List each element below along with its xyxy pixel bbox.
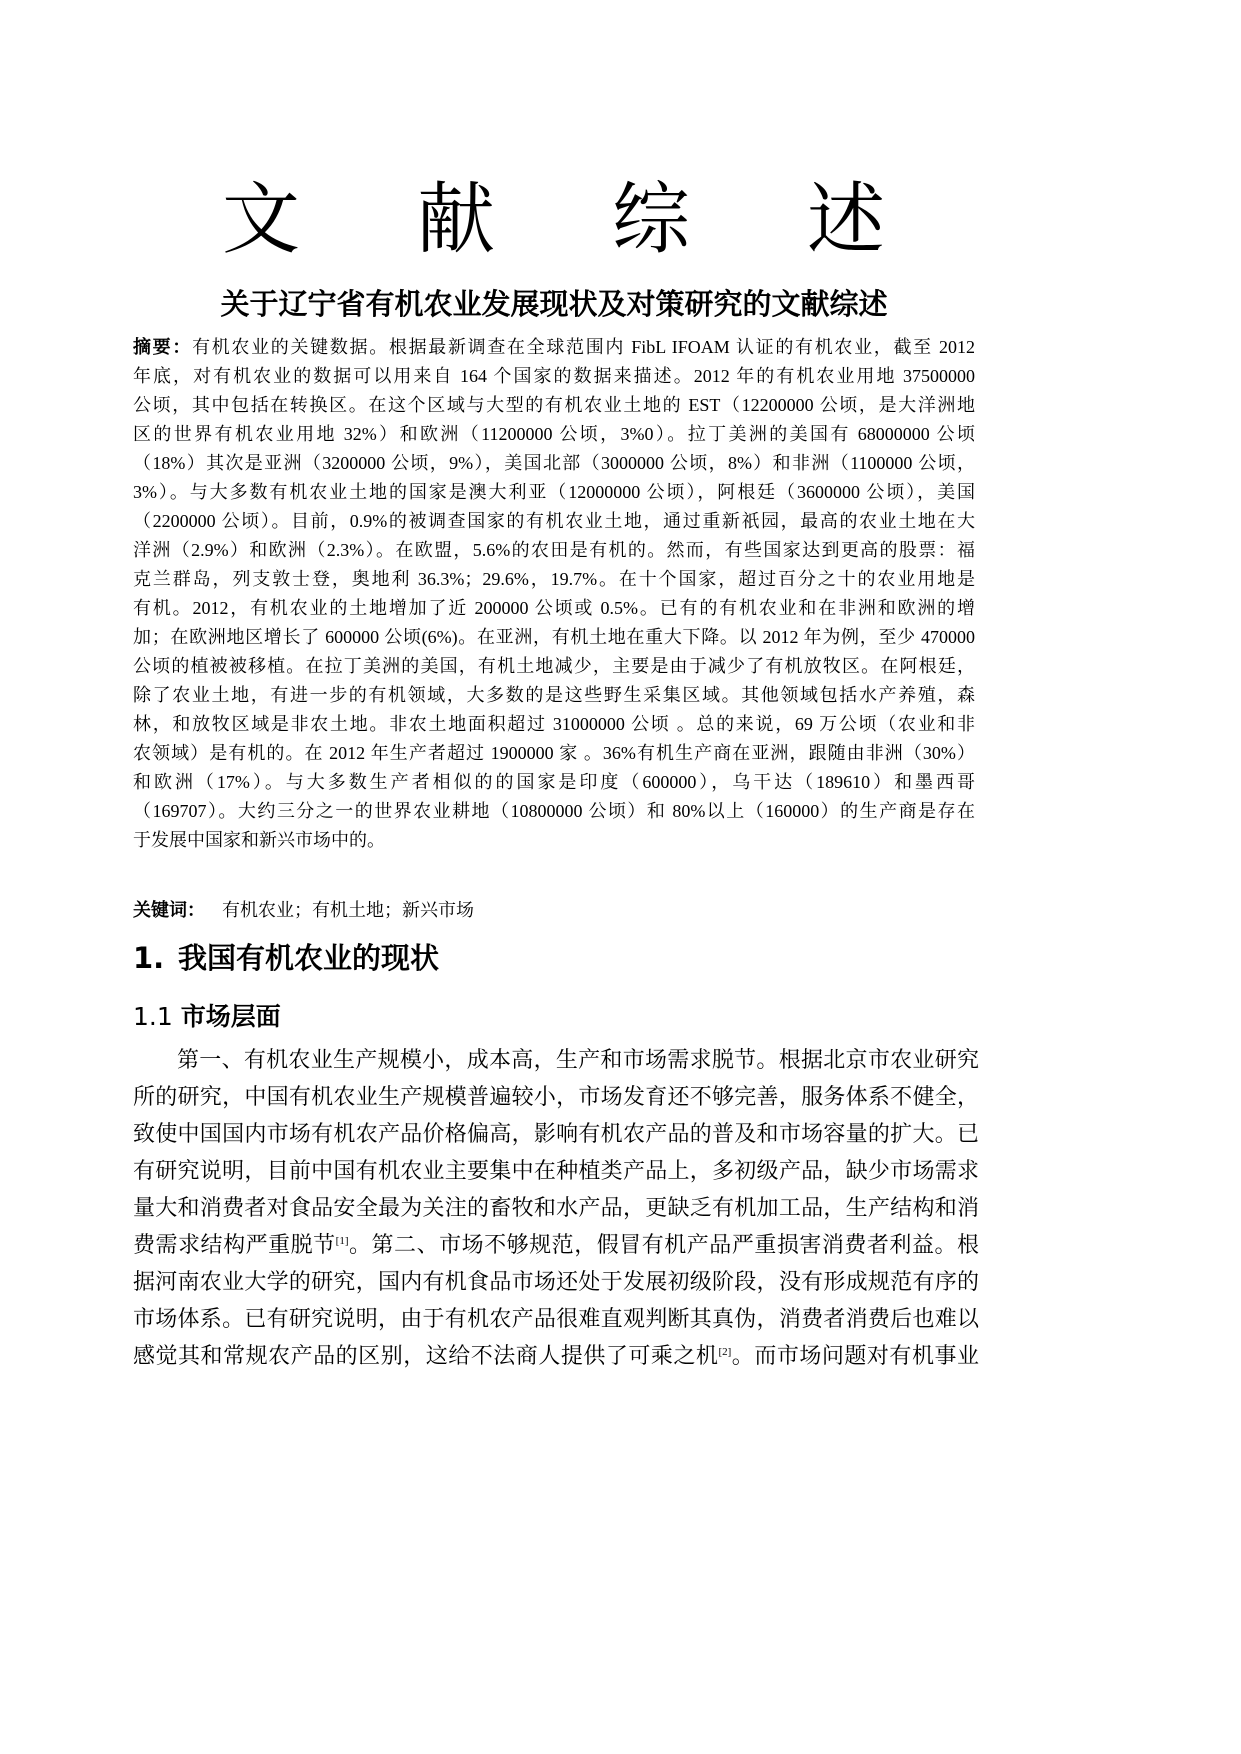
body-line: 致使中国国内市场有机农产品价格偏高，影响有机农产品的普及和市场容量的扩大。已 [133, 1121, 979, 1146]
body-text-segment: 感觉其和常规农产品的区别，这给不法商人提供了可乘之机 [133, 1343, 719, 1368]
keywords-label: 关键词： [133, 900, 205, 921]
body-line: 市场体系。已有研究说明，由于有机农产品很难直观判断其真伪，消费者消费后也难以 [133, 1306, 979, 1331]
abstract-line: 加；在欧洲地区增长了 600000 公顷(6%)。在亚洲，有机土地在重大下降。以 2012 年为例，至少 470000 [133, 627, 975, 647]
citation-ref: [1] [335, 1234, 349, 1247]
abstract-line: （2200000 公顷）。目前，0.9%的被调查国家的有机农业土地，通过重新祇园，最高的农业土地在大 [133, 511, 975, 531]
body-line [133, 1226, 979, 1263]
abstract-line: 3%）。与大多数有机农业土地的国家是澳大利亚（12000000 公顷），阿根廷（3600000 公顷），美国 [133, 482, 975, 502]
abstract-line: 林，和放牧区域是非农土地。非农土地面积超过 31000000 公顷 。总的来说，69 万公顷（农业和非 [133, 714, 975, 734]
abstract-line: 和欧洲（17%）。与大多数生产者相似的的国家是印度（600000），乌干达（189610）和墨西哥 [133, 772, 975, 792]
title-char: 述 [806, 175, 885, 265]
keywords-line [133, 896, 975, 925]
abstract-line: 于发展中国家和新兴市场中的。 [133, 830, 385, 850]
abstract-line: （18%）其次是亚洲（3200000 公顷，9%），美国北部（3000000 公顷，8%）和非洲（1100000 公顷， [133, 453, 975, 473]
body-text-segment: 费需求结构严重脱节 [133, 1232, 336, 1257]
body-text-segment: 。而市场问题对有机事业 [731, 1343, 979, 1368]
body-line [133, 1337, 979, 1374]
abstract-line: 年底，对有机农业的数据可以用来自 164 个国家的数据来描述。2012 年的有机农业用地 37500000 [133, 366, 975, 386]
abstract-line: 洋洲（2.9%）和欧洲（2.3%）。在欧盟，5.6%的农田是有机的。然而，有些国家达到更高的股票：福 [133, 540, 975, 560]
abstract-line: 公顷，其中包括在转换区。在这个区域与大型的有机农业土地的 EST（12200000 公顷，是大洋洲地 [133, 395, 975, 415]
abstract-line: 区的世界有机农业用地 32%）和欧洲（11200000 公顷，3%0）。拉丁美洲的美国有 68000000 公顷 [133, 424, 975, 444]
abstract-line: 农领域）是有机的。在 2012 年生产者超过 1900000 家 。36%有机生产商在亚洲，跟随由非洲（30%） [133, 743, 975, 763]
body-paragraph [133, 1041, 979, 1374]
abstract-label: 摘要： [133, 337, 193, 358]
body-line: 第一、有机农业生产规模小，成本高，生产和市场需求脱节。根据北京市农业研究 [177, 1047, 979, 1072]
body-line: 所的研究，中国有机农业生产规模普遍较小，市场发育还不够完善，服务体系不健全， [133, 1084, 979, 1109]
title-char: 综 [611, 175, 690, 265]
abstract-line [133, 333, 975, 362]
title-char: 献 [416, 175, 495, 265]
abstract-line-text: 有机农业的关键数据。根据最新调查在全球范围内 FibL IFOAM 认证的有机农业，截至 2012 [192, 337, 976, 357]
abstract-line: 公顷的植被被移植。在拉丁美洲的美国，有机土地减少，主要是由于减少了有机放牧区。在阿根廷， [133, 656, 975, 676]
document-subtitle: 关于辽宁省有机农业发展现状及对策研究的文献综述 [220, 287, 888, 321]
abstract-line: 克兰群岛，列支敦士登，奥地利 36.3%；29.6%，19.7%。在十个国家，超过百分之十的农业用地是 [133, 569, 975, 589]
body-line: 据河南农业大学的研究，国内有机食品市场还处于发展初级阶段，没有形成规范有序的 [133, 1269, 979, 1294]
subsection-title: 市场层面 [180, 1002, 281, 1031]
body-line: 有研究说明，目前中国有机农业主要集中在种植类产品上，多初级产品，缺少市场需求 [133, 1158, 979, 1183]
subsection-heading [133, 999, 975, 1035]
abstract-block [133, 333, 975, 855]
title-char: 文 [222, 175, 301, 265]
section-title: 我国有机农业的现状 [178, 941, 440, 975]
abstract-line: 有机。2012，有机农业的土地增加了近 200000 公顷或 0.5%。已有的有机农业和在非洲和欧洲的增 [133, 598, 975, 618]
body-line: 量大和消费者对食品安全最为关注的畜牧和水产品，更缺乏有机加工品，生产结构和消 [133, 1195, 979, 1220]
section-heading [133, 937, 975, 979]
abstract-line: 除了农业土地，有进一步的有机领域，大多数的是这些野生采集区域。其他领域包括水产养殖，森 [133, 685, 975, 705]
citation-ref: [2] [718, 1345, 732, 1358]
subsection-number: 1.1 [133, 1002, 173, 1031]
keywords-text: 有机农业；有机土地；新兴市场 [222, 900, 474, 920]
abstract-line: （169707）。大约三分之一的世界农业耕地（10800000 公顷）和 80%以上（160000）的生产商是存在 [133, 801, 975, 821]
section-number: 1. [133, 941, 165, 975]
body-text-segment: 。第二、市场不够规范，假冒有机产品严重损害消费者利益。根 [348, 1232, 979, 1257]
document-title [222, 172, 885, 268]
